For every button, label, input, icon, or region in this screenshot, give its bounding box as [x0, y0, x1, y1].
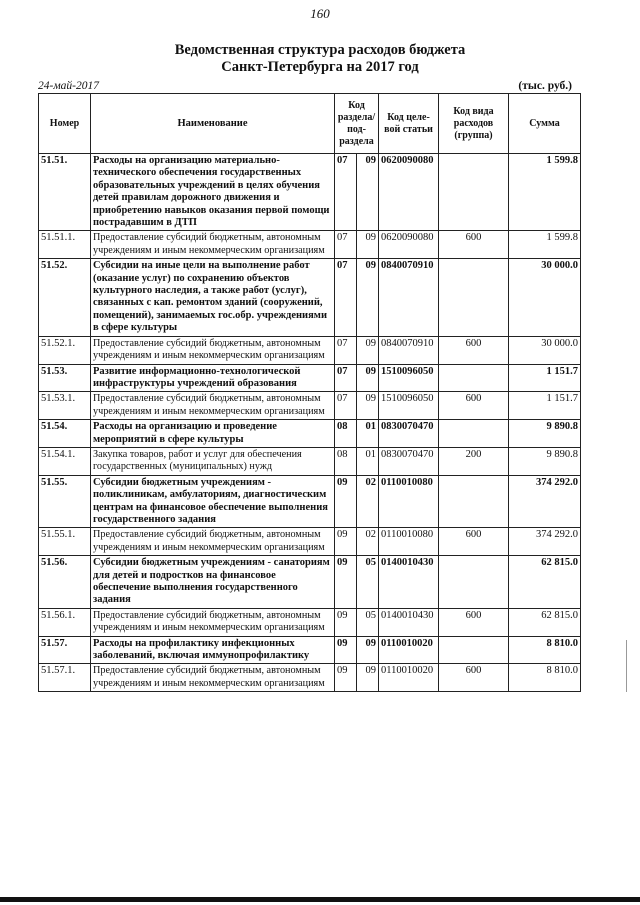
table-cell-expense-type: [439, 420, 509, 448]
table-cell-sum: 1 599.8: [509, 231, 581, 259]
table-cell-subsection: 01: [357, 420, 379, 448]
table-cell-subsection: 05: [357, 608, 379, 636]
table-cell-sum: 8 810.0: [509, 664, 581, 692]
table-cell-subsection: 05: [357, 556, 379, 609]
table-cell-expense-type: [439, 259, 509, 336]
table-cell-section: 08: [335, 420, 357, 448]
table-cell-target-code: 0140010430: [379, 608, 439, 636]
table-cell-number: 51.52.: [39, 259, 91, 336]
table-row: [39, 364, 581, 392]
table-cell-name: Развитие информационно-технологической инфраструктуры учреждений образования: [91, 364, 335, 392]
scan-margin-mark: [626, 640, 627, 692]
table-cell-target-code: 0110010020: [379, 636, 439, 664]
table-cell-name: Закупка товаров, работ и услуг для обеспечения государственных (муниципальных) нужд: [91, 447, 335, 475]
table-cell-name: Предоставление субсидий бюджетным, автономным учреждениям и иным некоммерческим организациям: [91, 528, 335, 556]
table-cell-expense-type: 600: [439, 336, 509, 364]
table-cell-sum: 9 890.8: [509, 420, 581, 448]
column-header-target: Код целе- вой статьи: [379, 94, 439, 154]
table-cell-name: Расходы на организацию и проведение мероприятий в сфере культуры: [91, 420, 335, 448]
table-cell-section: 07: [335, 231, 357, 259]
table-cell-name: Предоставление субсидий бюджетным, автономным учреждениям и иным некоммерческим организациям: [91, 392, 335, 420]
table-cell-subsection: 02: [357, 475, 379, 528]
table-cell-section: 09: [335, 475, 357, 528]
page-number: 160: [310, 6, 330, 21]
table-cell-expense-type: 600: [439, 231, 509, 259]
units-label: (тыс. руб.): [518, 80, 572, 92]
table-cell-section: 09: [335, 528, 357, 556]
table-cell-number: 51.56.1.: [39, 608, 91, 636]
table-cell-expense-type: [439, 364, 509, 392]
document-title: [0, 42, 640, 76]
table-row: [39, 608, 581, 636]
table-cell-subsection: 09: [357, 636, 379, 664]
table-row: [39, 475, 581, 528]
table-cell-section: 09: [335, 556, 357, 609]
table-cell-number: 51.57.1.: [39, 664, 91, 692]
column-header-section: Код раздела/ под- раздела: [335, 94, 379, 154]
table-cell-name: Предоставление субсидий бюджетным, автономным учреждениям и иным некоммерческим организациям: [91, 664, 335, 692]
table-cell-subsection: 09: [357, 154, 379, 231]
table-cell-expense-type: 200: [439, 447, 509, 475]
table-cell-sum: 30 000.0: [509, 336, 581, 364]
column-header-expense-type: Код вида расходов (группа): [439, 94, 509, 154]
table-header-row: [39, 94, 581, 154]
table-cell-subsection: 01: [357, 447, 379, 475]
table-cell-sum: 62 815.0: [509, 556, 581, 609]
table-cell-expense-type: 600: [439, 608, 509, 636]
table-cell-number: 51.52.1.: [39, 336, 91, 364]
table-cell-name: Расходы на профилактику инфекционных заболеваний, включая иммунопрофилактику: [91, 636, 335, 664]
table-row: [39, 528, 581, 556]
table-cell-subsection: 09: [357, 259, 379, 336]
table-cell-name: Предоставление субсидий бюджетным, автономным учреждениям и иным некоммерческим организациям: [91, 608, 335, 636]
table-cell-number: 51.55.1.: [39, 528, 91, 556]
table-cell-expense-type: [439, 636, 509, 664]
table-row: [39, 420, 581, 448]
table-cell-target-code: 0620090080: [379, 154, 439, 231]
table-cell-sum: 1 151.7: [509, 364, 581, 392]
table-row: [39, 336, 581, 364]
column-header-number: Номер: [39, 94, 91, 154]
table-row: [39, 636, 581, 664]
table-cell-target-code: 0830070470: [379, 447, 439, 475]
table-cell-section: 07: [335, 364, 357, 392]
table-cell-expense-type: [439, 154, 509, 231]
table-cell-number: 51.54.1.: [39, 447, 91, 475]
table-cell-section: 09: [335, 608, 357, 636]
table-cell-sum: 9 890.8: [509, 447, 581, 475]
table-cell-expense-type: 600: [439, 664, 509, 692]
table-row: [39, 154, 581, 231]
table-cell-number: 51.57.: [39, 636, 91, 664]
table-cell-name: Субсидии на иные цели на выполнение работ (оказание услуг) по сохранению объектов культурного наследия, а также работ (услуг), связанных с кап. ремонтом зданий (сооружений, помещений), занимаемых гос.обр. учреждениями в сфере культуры: [91, 259, 335, 336]
table-cell-section: 07: [335, 154, 357, 231]
table-cell-target-code: 1510096050: [379, 392, 439, 420]
table-cell-expense-type: [439, 556, 509, 609]
table-cell-target-code: 0140010430: [379, 556, 439, 609]
table-cell-sum: 1 151.7: [509, 392, 581, 420]
table-cell-sum: 374 292.0: [509, 475, 581, 528]
table-cell-target-code: 0620090080: [379, 231, 439, 259]
table-cell-subsection: 09: [357, 336, 379, 364]
table-cell-subsection: 09: [357, 392, 379, 420]
table-cell-expense-type: 600: [439, 392, 509, 420]
table-cell-section: 09: [335, 664, 357, 692]
page-bottom-rule: [0, 897, 640, 902]
table-cell-subsection: 09: [357, 664, 379, 692]
table-row: [39, 392, 581, 420]
table-cell-name: Субсидии бюджетным учреждениям - санаториям для детей и подростков на финансовое обеспечение выполнения государственного задания: [91, 556, 335, 609]
table-row: [39, 556, 581, 609]
table-body: [39, 154, 581, 692]
table-cell-target-code: 0840070910: [379, 259, 439, 336]
table-cell-sum: 374 292.0: [509, 528, 581, 556]
table-cell-target-code: 1510096050: [379, 364, 439, 392]
document-date: 24-май-2017: [38, 80, 99, 92]
table-cell-target-code: 0110010080: [379, 475, 439, 528]
table-cell-number: 51.51.1.: [39, 231, 91, 259]
table-row: [39, 259, 581, 336]
table-cell-number: 51.56.: [39, 556, 91, 609]
table-row: [39, 231, 581, 259]
table-row: [39, 447, 581, 475]
column-header-name: Наименование: [91, 94, 335, 154]
table-row: [39, 664, 581, 692]
table-cell-subsection: 02: [357, 528, 379, 556]
table-cell-name: Предоставление субсидий бюджетным, автономным учреждениям и иным некоммерческим организациям: [91, 231, 335, 259]
title-line-1: Ведомственная структура расходов бюджета: [174, 42, 466, 58]
table-cell-section: 09: [335, 636, 357, 664]
column-header-sum: Сумма: [509, 94, 581, 154]
table-cell-target-code: 0840070910: [379, 336, 439, 364]
table-cell-expense-type: [439, 475, 509, 528]
table-cell-number: 51.55.: [39, 475, 91, 528]
table-cell-section: 08: [335, 447, 357, 475]
table-cell-target-code: 0110010020: [379, 664, 439, 692]
table-cell-target-code: 0830070470: [379, 420, 439, 448]
table-cell-section: 07: [335, 392, 357, 420]
table-cell-expense-type: 600: [439, 528, 509, 556]
table-cell-subsection: 09: [357, 231, 379, 259]
table-cell-name: Предоставление субсидий бюджетным, автономным учреждениям и иным некоммерческим организациям: [91, 336, 335, 364]
table-cell-sum: 8 810.0: [509, 636, 581, 664]
table-cell-number: 51.53.1.: [39, 392, 91, 420]
table-cell-name: Субсидии бюджетным учреждениям - поликлиникам, амбулаториям, диагностическим центрам на финансовое обеспечение выполнения государственного задания: [91, 475, 335, 528]
table-cell-section: 07: [335, 336, 357, 364]
table-cell-sum: 1 599.8: [509, 154, 581, 231]
title-line-2: Санкт-Петербурга на 2017 год: [221, 59, 419, 75]
table-cell-subsection: 09: [357, 364, 379, 392]
table-cell-sum: 30 000.0: [509, 259, 581, 336]
table-cell-number: 51.53.: [39, 364, 91, 392]
table-cell-section: 07: [335, 259, 357, 336]
table-cell-target-code: 0110010080: [379, 528, 439, 556]
table-cell-number: 51.54.: [39, 420, 91, 448]
table-cell-number: 51.51.: [39, 154, 91, 231]
table-cell-name: Расходы на организацию материально-технического обеспечения государственных образовательных учреждений в целях обучения детей правилам дорожного движения и приобретению навыков оказания первой помощи пострадавшим в ДТП: [91, 154, 335, 231]
table-cell-sum: 62 815.0: [509, 608, 581, 636]
budget-table: [38, 93, 581, 692]
